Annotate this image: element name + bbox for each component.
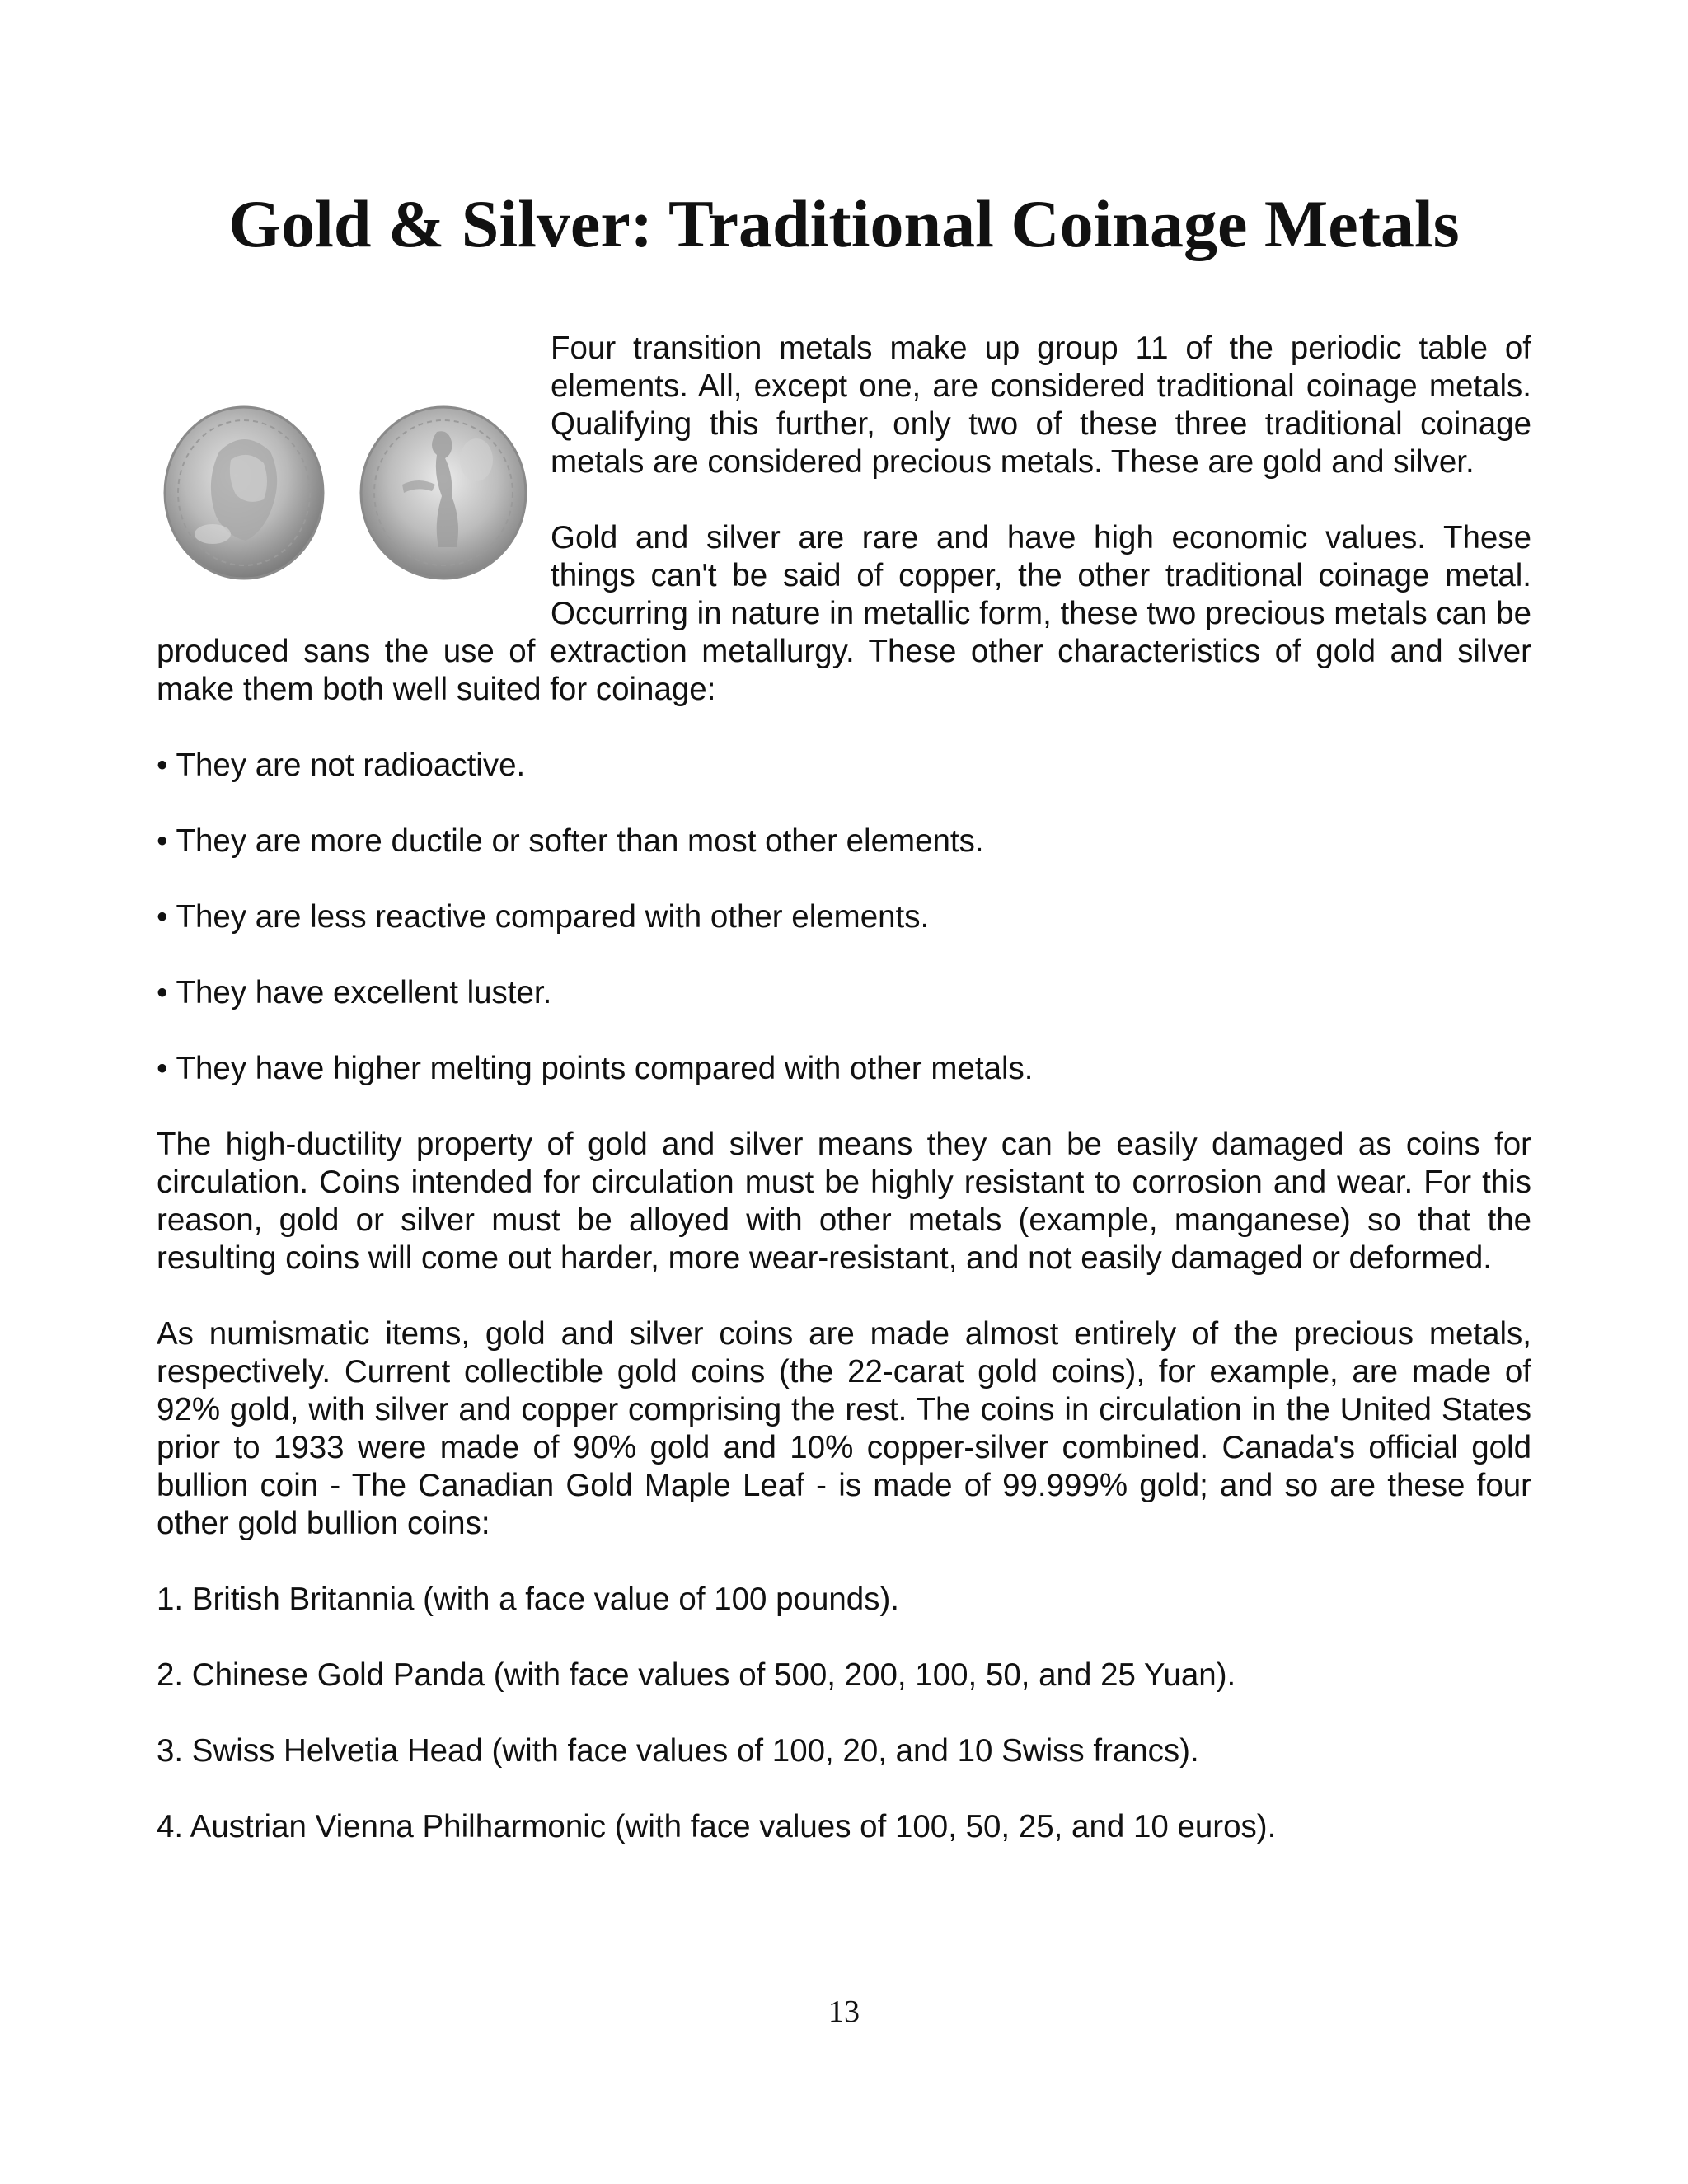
page-title: Gold & Silver: Traditional Coinage Metals	[228, 186, 1460, 261]
silver-coins-image	[155, 361, 532, 625]
numbered-item: 4. Austrian Vienna Philharmonic (with face values of 100, 50, 25, and 10 euros).	[157, 1809, 1277, 1844]
body-paragraph: Gold and silver are rare and have high economic values. These things can't be said of copper, the other traditional coinage metal. Occurring in nature in metallic form, these two precious metals can be produced sans the use of extraction metallurgy. These other characteristics of gold and silver make them both well suited for coinage:	[157, 520, 1531, 707]
coin-reverse-icon	[361, 407, 526, 579]
numbered-item: 1. British Britannia (with a face value of 100 pounds).	[157, 1582, 899, 1617]
body-paragraph: The high-ductility property of gold and silver means they can be easily damaged as coins for circulation. Coins intended for circulation must be highly resistant to corrosion and wear. For this reason, gold or silver must be alloyed with other metals (example, manganese) so that the resulting coins will come out harder, more wear-resistant, and not easily damaged or deformed.	[157, 1127, 1531, 1276]
numbered-item: 2. Chinese Gold Panda (with face values of 500, 200, 100, 50, and 25 Yuan).	[157, 1657, 1236, 1693]
document-body	[157, 330, 1531, 1884]
numbered-item: 3. Swiss Helvetia Head (with face values of 100, 20, and 10 Swiss francs).	[157, 1733, 1199, 1769]
bullet-item: • They are more ductile or softer than most other elements.	[157, 823, 984, 859]
page-number: 13	[828, 1994, 860, 2029]
bullet-item: • They have higher melting points compared with other metals.	[157, 1051, 1034, 1086]
intro-paragraph: Four transition metals make up group 11 of the periodic table of elements. All, except one, are considered traditional coinage metals. Qualifying this further, only two of these three traditional coinage metals are considered precious metals. These are gold and silver.	[551, 330, 1531, 480]
body-paragraph: As numismatic items, gold and silver coins are made almost entirely of the precious metals, respectively. Current collectible gold coins (the 22-carat gold coins), for example, are made of 92% gold, with silver and copper comprising the rest. The coins in circulation in the United States prior to 1933 were made of 90% gold and 10% copper-silver combined. Canada's official gold bullion coin - The Canadian Gold Maple Leaf - is made of 99.999% gold; and so are these four other gold bullion coins:	[157, 1316, 1531, 1541]
coin-obverse-icon	[165, 407, 323, 579]
bullet-item: • They have excellent luster.	[157, 975, 552, 1010]
bullet-item: • They are not radioactive.	[157, 748, 526, 783]
bullet-item: • They are less reactive compared with other elements.	[157, 899, 930, 935]
